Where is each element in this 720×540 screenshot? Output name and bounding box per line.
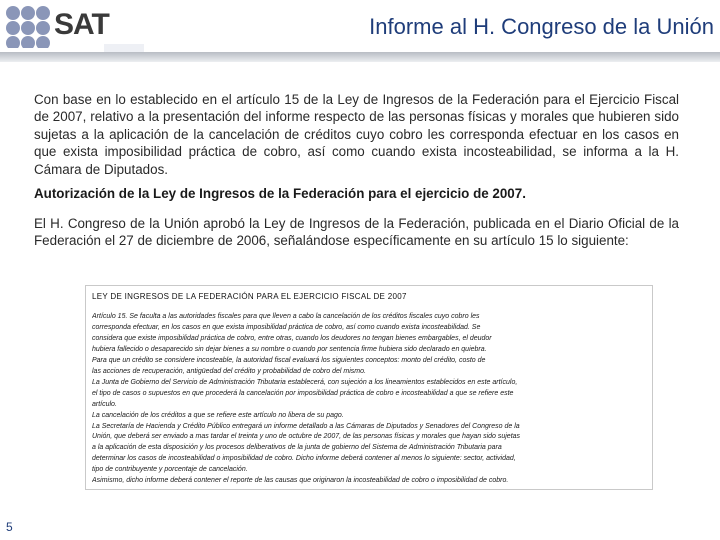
quote-line: La Junta de Gobierno del Servicio de Administración Tributaria establecerá, con sujeción a los lineamientos establecidos en este artículo,: [92, 378, 518, 386]
quote-line: considera que existe imposibilidad práctica de cobro, entre otras, cuando los deudores no tengan bienes embargables, el deudor: [92, 334, 492, 342]
quote-line: a la aplicación de esta disposición y los procesos deliberativos de la junta de gobierno del Sistema de Administración Tributaria para: [92, 444, 502, 452]
quote-line: el tipo de casos o supuestos en que procederá la cancelación por imposibilidad práctica de cobro e incosteabilidad a que se refiere este: [92, 389, 514, 397]
quote-line: las acciones de recuperación, antigüedad del crédito y probabilidad de cobro del mismo.: [92, 367, 366, 375]
quote-line: determinar los casos de incosteabilidad o imposibilidad de cobro. Dicho informe deberá contener al menos lo siguiente: sector, actividad,: [92, 455, 516, 463]
quote-line: Artículo 15. Se faculta a las autoridades fiscales para que lleven a cabo la cancelación de los créditos fiscales cuyo cobro les: [92, 313, 480, 320]
quote-title: LEY DE INGRESOS DE LA FEDERACIÓN PARA EL EJERCICIO FISCAL DE 2007: [92, 292, 407, 301]
quote-line: La cancelación de los créditos a que se refiere este artículo no libera de su pago.: [92, 411, 344, 419]
sat-logo: [4, 4, 144, 50]
intro-paragraph: Con base en lo establecido en el artículo 15 de la Ley de Ingresos de la Federación para el Ejercicio Fiscal de 2007, relativo a la presentación del informe respecto de las personas físicas y morales que hubieren sido sujetas a la aplicación de la cancelación de créditos cuyo cobro les corresponda efectuar en los casos en que exista imposibilidad práctica de cobro, así como cuando exista incosteabilidad, se informa a la H. Cámara de Diputados.: [34, 92, 679, 177]
header-divider: [0, 52, 720, 62]
law-quote-box: [85, 285, 653, 490]
section-heading: Autorización de la Ley de Ingresos de la Federación para el ejercicio de 2007.: [34, 186, 526, 201]
quote-line: Para que un crédito se considere incosteable, la autoridad fiscal evaluará los siguientes conceptos: monto del crédito, costo de: [92, 356, 486, 364]
quote-line: La Secretaría de Hacienda y Crédito Público entregará un informe detallado a las Cámaras de Diputados y Senadores del Congreso de la: [92, 422, 520, 430]
logo-text: SAT: [54, 8, 109, 41]
quote-line: artículo.: [92, 400, 117, 408]
page-number: 5: [6, 520, 13, 534]
quote-line: Asimismo, dicho informe deberá contener el reporte de las causas que originaron la incosteabilidad de cobro o imposibilidad de cobro.: [92, 477, 509, 485]
quote-line: tipo de contribuyente y porcentaje de cancelación.: [92, 466, 248, 474]
page-title: Informe al H. Congreso de la Unión: [369, 14, 714, 39]
slide-header: [0, 0, 720, 52]
body-paragraph: El H. Congreso de la Unión aprobó la Ley de Ingresos de la Federación, publicada en el Diario Oficial de la Federación el 27 de diciembre de 2006, señalándose específicamente en su artículo 15 lo siguiente:: [34, 216, 679, 249]
logo-dots-icon: [4, 4, 52, 48]
quote-line: hubiera fallecido o desaparecido sin dejar bienes a su nombre o cuando por sentencia firme hubiera sido declarado en quiebra.: [92, 345, 487, 353]
quote-line: Unión, que deberá ser enviado a mas tardar el treinta y uno de octubre de 2007, de las personas físicas y morales que hayan sido sujetas: [92, 433, 521, 441]
quote-line: corresponda efectuar, en los casos en que exista imposibilidad práctica de cobro, así como cuando exista incosteabilidad. Se: [92, 323, 481, 331]
